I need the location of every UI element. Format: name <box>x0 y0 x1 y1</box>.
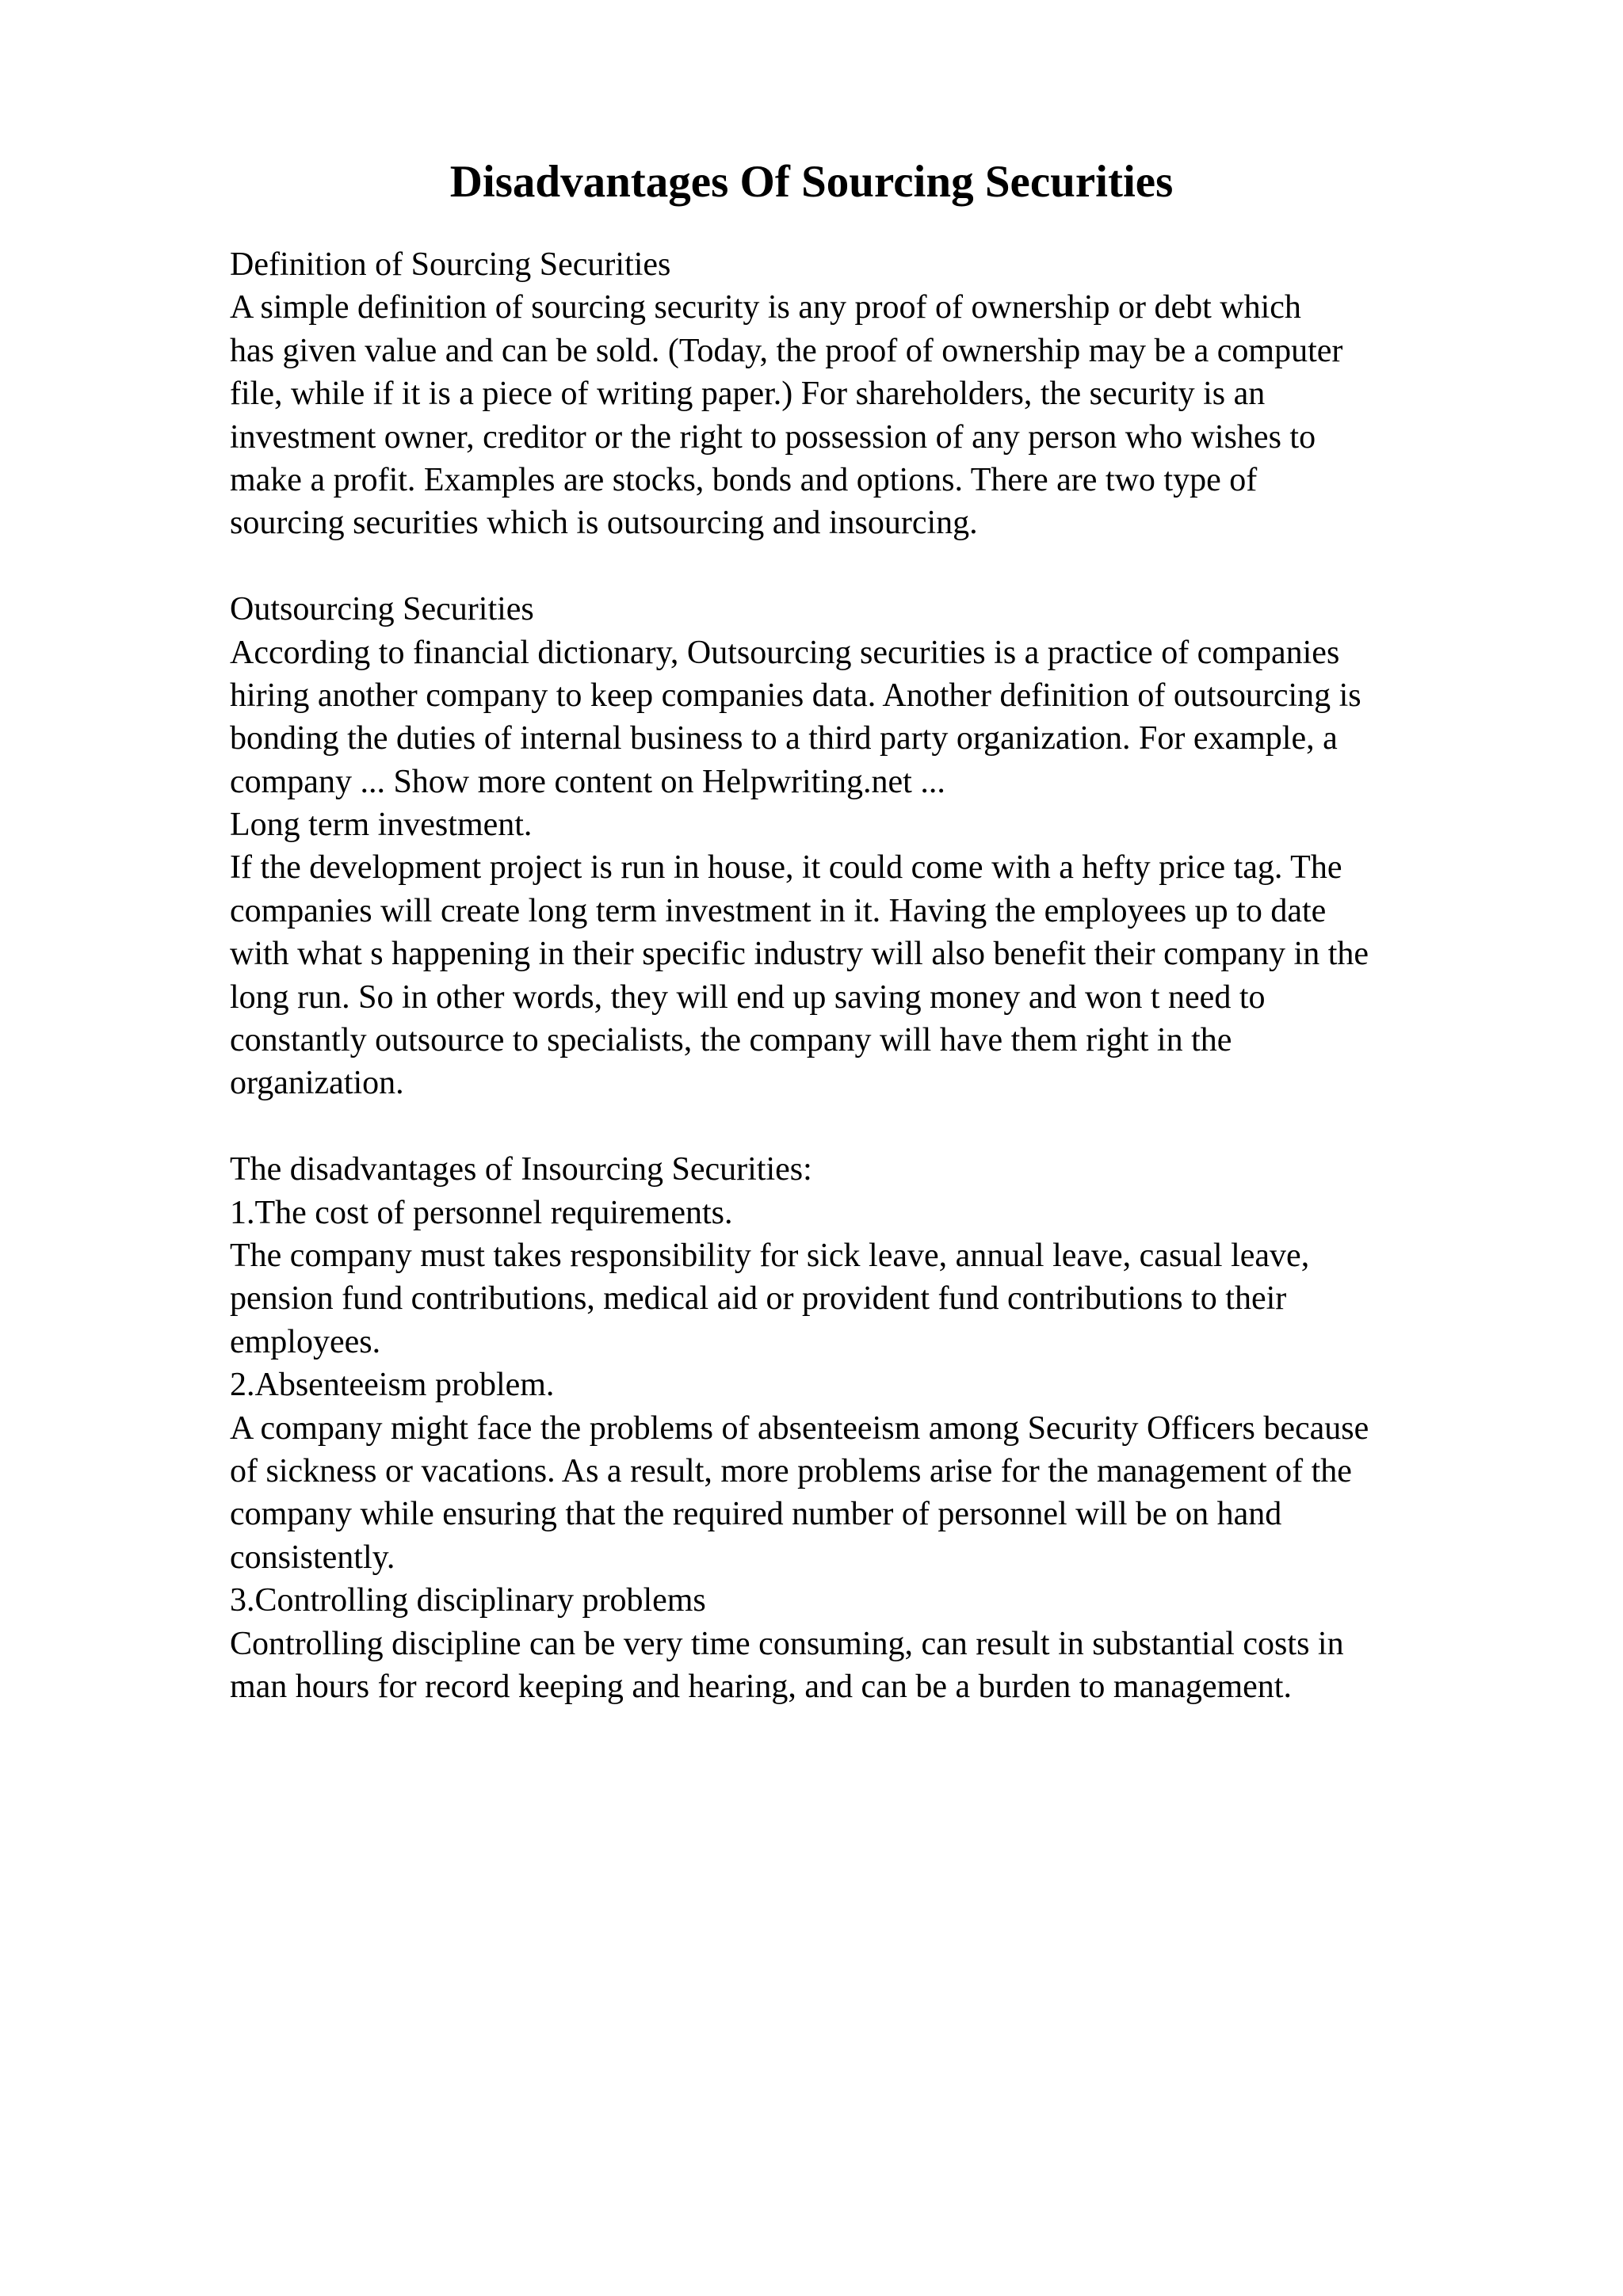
document-body <box>230 243 1577 1708</box>
text-line: A simple definition of sourcing security is any proof of ownership or debt which <box>230 289 1301 326</box>
text-line: According to financial dictionary, Outsourcing securities is a practice of companies <box>230 634 1340 671</box>
text-line: file, while if it is a piece of writing paper.) For shareholders, the security is an <box>230 376 1266 413</box>
text-line: constantly outsource to specialists, the company will have them right in the <box>230 1022 1232 1059</box>
text-line: A company might face the problems of absenteeism among Security Officers because <box>230 1409 1369 1447</box>
text-line: company while ensuring that the required number of personnel will be on hand <box>230 1496 1282 1533</box>
text-line: employees. <box>230 1323 381 1360</box>
text-line: long run. So in other words, they will end up saving money and won t need to <box>230 978 1266 1016</box>
text-line: bonding the duties of internal business to a third party organization. For example, a <box>230 720 1338 757</box>
text-line: Long term investment. <box>230 807 533 844</box>
text-line: company ... Show more content on Helpwriting.net ... <box>230 763 945 800</box>
text-line: Outsourcing Securities <box>230 591 534 628</box>
text-line: 3.Controlling disciplinary problems <box>230 1582 706 1619</box>
text-line: with what s happening in their specific industry will also benefit their company in the <box>230 936 1369 973</box>
text-line: Controlling discipline can be very time consuming, can result in substantial costs in <box>230 1625 1344 1662</box>
text-line: investment owner, creditor or the right to possession of any person who wishes to <box>230 418 1316 456</box>
text-line: Definition of Sourcing Securities <box>230 246 671 283</box>
text-line: make a profit. Examples are stocks, bonds and options. There are two type of <box>230 461 1258 498</box>
text-line: pension fund contributions, medical aid or provident fund contributions to their <box>230 1280 1287 1318</box>
text-line: consistently. <box>230 1539 395 1576</box>
document-title: Disadvantages Of Sourcing Securities <box>449 157 1174 207</box>
text-line: companies will create long term investment in it. Having the employees up to date <box>230 892 1327 929</box>
text-line: The company must takes responsibility for sick leave, annual leave, casual leave, <box>230 1237 1310 1274</box>
text-line: The disadvantages of Insourcing Securities: <box>230 1151 812 1188</box>
text-line: If the development project is run in house, it could come with a hefty price tag. The <box>230 849 1342 887</box>
text-line: 2.Absenteeism problem. <box>230 1367 555 1404</box>
text-line: hiring another company to keep companies data. Another definition of outsourcing is <box>230 677 1361 714</box>
paragraph-break <box>230 545 1577 588</box>
text-line: has given value and can be sold. (Today, the proof of ownership may be a computer <box>230 332 1343 369</box>
text-line: of sickness or vacations. As a result, more problems arise for the management of the <box>230 1452 1352 1489</box>
paragraph-break <box>230 1105 1577 1148</box>
text-line: 1.The cost of personnel requirements. <box>230 1194 733 1231</box>
text-line: man hours for record keeping and hearing, and can be a burden to management. <box>230 1668 1292 1705</box>
text-line: organization. <box>230 1065 404 1102</box>
text-line: sourcing securities which is outsourcing and insourcing. <box>230 505 978 542</box>
